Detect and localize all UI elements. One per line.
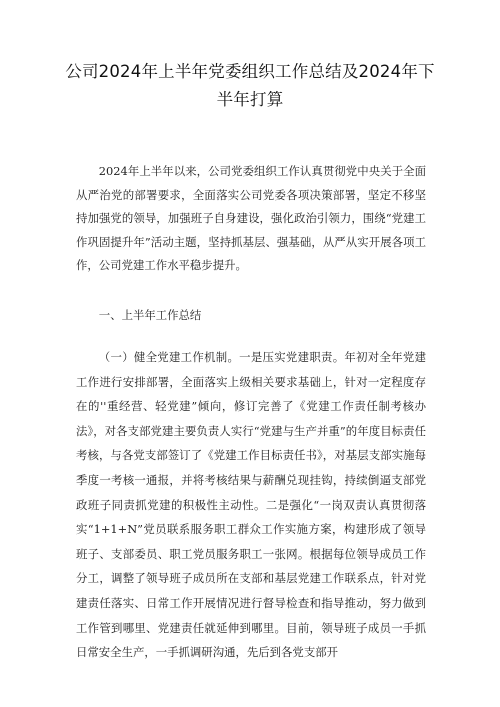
section-heading: 一、上半年工作总结 xyxy=(98,308,202,322)
document-title: 公司2024年上半年党委组织工作总结及2024年下半年打算 xyxy=(65,62,435,109)
body-paragraph: （一）健全党建工作机制。一是压实党建职责。年初对全年党建工作进行安排部署，全面落实上级相关要求基础上，针对一定程度存在的''重经营、轻党建”倾向，修订完善了《党建工作责任制考核办法》，对各支部党建主要负责人实行“党建与生产并重”的年度目标责任考核，与各党支部签订了《党建工作目标责任书》，对基层支部实施每季度一考核一通报，并将考核结果与薪酬兑现挂钩，持续倒逼支部党政班子同责抓党建的积极性主动性。二是强化“一岗双责认真贯彻落实“1+1+N”党员联系服务职工群众工作实施方案，构建形成了领导班子、支部委员、职工党员服务职工一张网。根据每位领导成员工作分工，调整了领导班子成员所在支部和基层党建工作联系点，针对党建责任落实、日常工作开展情况进行督导检查和指导推动，努力做到工作管到哪里、党建责任就延伸到哪里。目前，领导班子成员一手抓日常安全生产，一手抓调研沟通，先后到各党支部开 xyxy=(76,350,426,660)
intro-paragraph: 2024年上半年以来，公司党委组织工作认真贯彻党中央关于全面从严治党的部署要求，全面落实公司党委各项决策部署，坚定不移坚持加强党的领导，加强班子自身建设，强化政治引领力，围绕“党建工作巩固提升年”活动主题，坚持抓基层、强基础，从严从实开展各项工作，公司党建工作水平稳步提升。 xyxy=(76,164,426,272)
